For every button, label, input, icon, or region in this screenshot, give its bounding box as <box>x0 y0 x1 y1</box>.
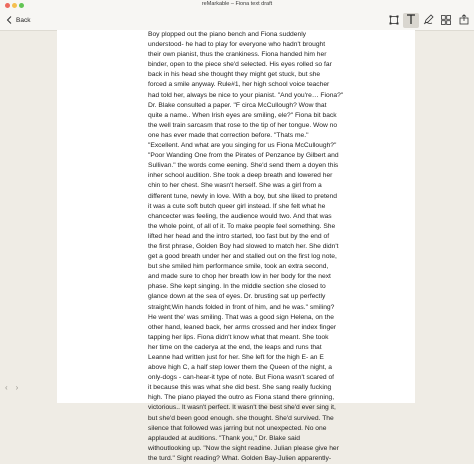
text-tool[interactable] <box>403 13 419 28</box>
grid-view-tool[interactable] <box>438 13 454 28</box>
window-title: reMarkable – Fiona text draft <box>201 1 273 7</box>
document-text[interactable]: Boy plopped out the piano bench and Fiona suddenly understood- he had to play for everyone who hadn't brought their own pianist, thus the crankiness. Fiona handed him her binder, open to the piece she'd selected. His eyes rolled so far back in his head she thought they might get stuck, but she forced a smile anyway. Rule#1, her high school voice teacher had told her, always be nice to your pianist. "And you're… Fiona?" Dr. Blake consulted a paper. "F circa McCullough? Wow that quite a name.. When Irish eyes are smiling, ele?" Fiona bit back the well train sarcasm that rose to the tip of her tongue. Wow no one has ever made that correction before. "Thats me." "Excellent. And what are you singing for us Fiona McCullough?" "Poor Wanding One from the Pirates of Penzance by Gilbert and Sullivan." the words come eening. She'd send them a doyen this inher school audition. She took a deep breath and lowered her chin to her chest. She wasn't herself. She was a girl from a different tune, newly in love. With a boy, but she liked to pretend it was a cute soft butch queer girl instead. If she felt what he chancecter was feeling, the audience would two. And that was the whole point, of all of it. To make people feel something. She lifted her head and the intro started, too fast but by the end of the first phrase, Golden Boy had slowed to match her. She didn't get a good breath under her and stalled out on the first log note, but she smiled him performance smile, took an extra second, and made sure to chop her breath low in her body for the next phase. She kept singing. In the middle section she closed to glance down at the sea of eyes. Dr. brusting sat up perfectly straight;Win hands folded in front of him, and he was." smiling? He went the' was smiling. That was a good sign Helena, on the other hand, leaned back, her arms crossed and her index finger tapping her lips. Fiona didn't know what that meant. She took her time on the caderya at the end, the leaps and runs that Leanne had written just for her. She left for the high E- an E above high C, a half step lower them the Queen of the night, a only-dogs - can-hear-it type of note. But Fiona wasn't scared of it because this was what she did best. She sang really fucking high. The piano played the outro as Fiona stand there grinning, victorious.. It wasn't perfect. It wasn't the best she'd ever sing it, but she'd been good enough. she thought. She'd survived. The silence that followed was jarring but not unexpected. No one applauded at auditions. "Thank you," Dr. Blake said withoutlooking up. "Now the sight readine. Julian please give her the turd." Sight reading? What. Golden Bay-Julien apparently- <box>148 31 344 462</box>
pen-tool-icon <box>423 12 434 30</box>
text-tool-icon <box>406 12 416 30</box>
grid-view-icon <box>441 12 451 30</box>
back-label: Back <box>16 17 31 24</box>
share-icon <box>459 12 469 30</box>
pen-tool[interactable] <box>420 13 436 28</box>
select-frame-icon <box>389 12 399 30</box>
previous-page-button[interactable]: ‹ <box>5 383 8 392</box>
page-navigation <box>5 383 18 392</box>
toolbar <box>0 11 474 31</box>
window-titlebar <box>0 0 474 11</box>
chevron-left-icon <box>6 16 12 26</box>
back-button[interactable] <box>6 14 30 27</box>
next-page-button[interactable]: › <box>15 383 19 392</box>
document-page[interactable] <box>57 30 415 462</box>
select-frame-tool[interactable] <box>386 13 402 28</box>
share-tool[interactable] <box>456 13 472 28</box>
